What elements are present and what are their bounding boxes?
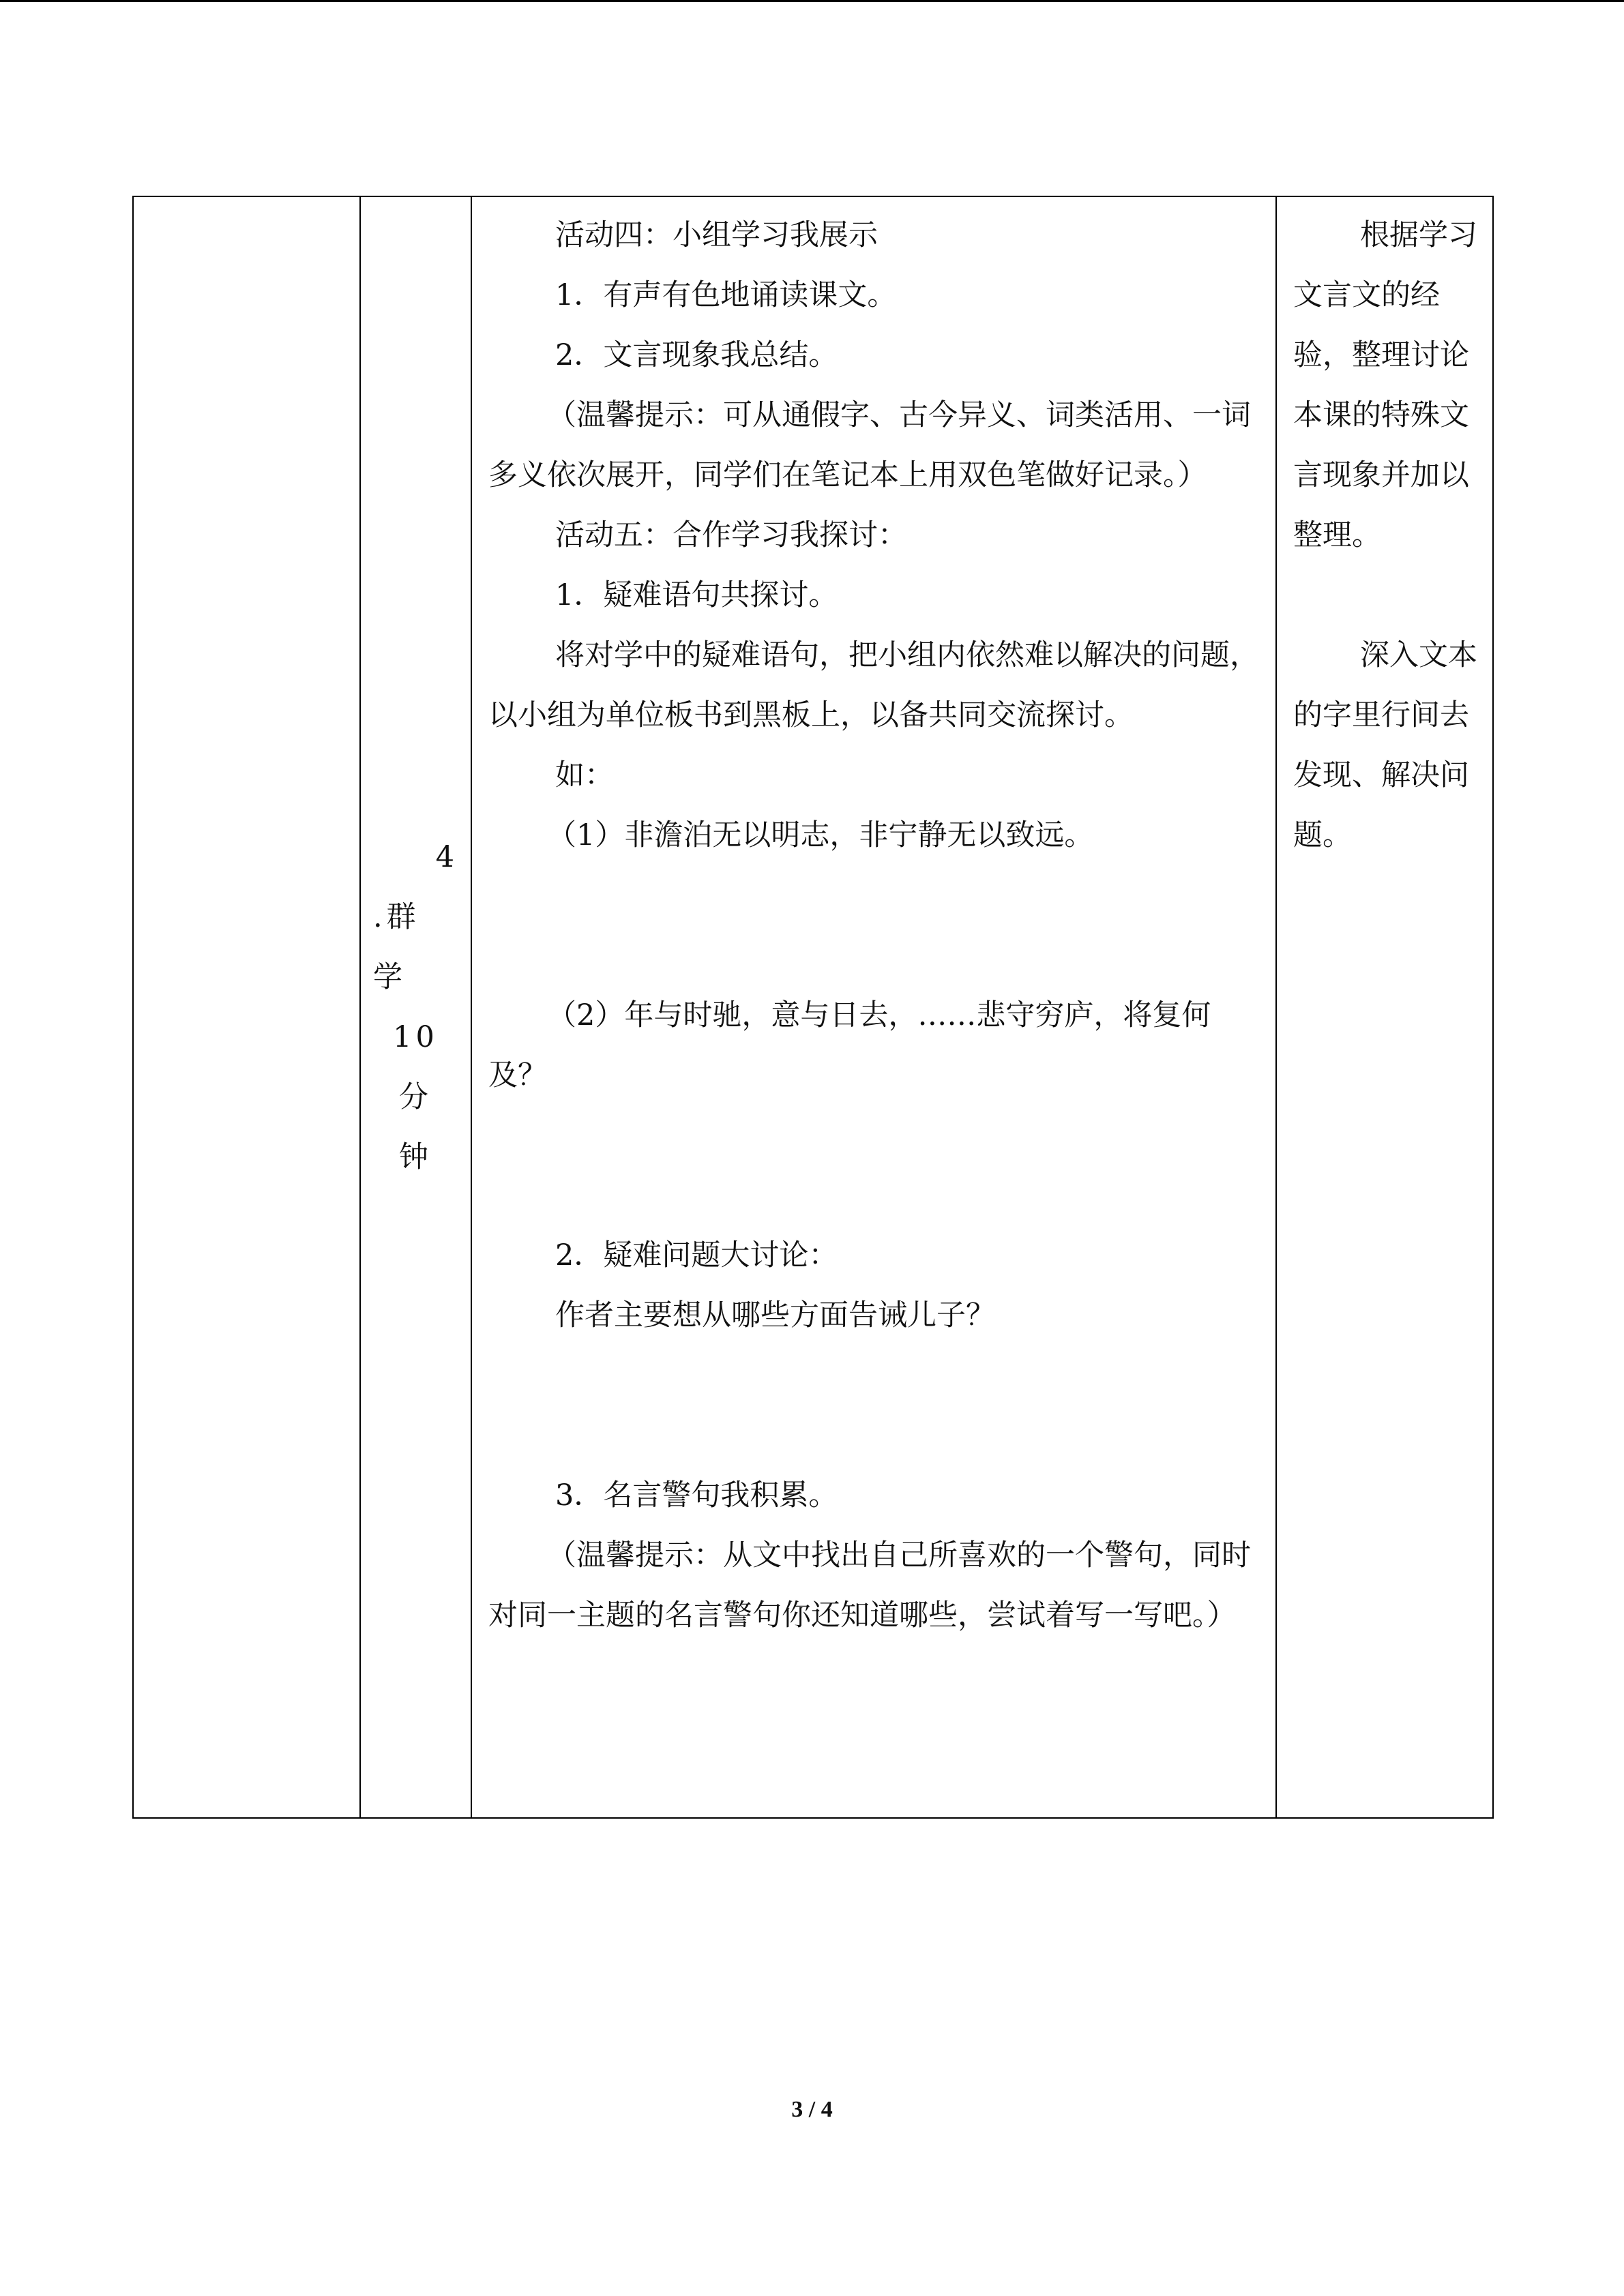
empty-column-cell [133, 196, 360, 1818]
example-sentence-2: （2）年与时驰，意与日去，……悲守穷庐，将复何及？ [488, 998, 1211, 1092]
activity-5-title: 活动五：合作学习我探讨： [555, 518, 907, 552]
design-note-2: 深入文本的字里行间去发现、解决问题。 [1293, 638, 1477, 852]
stage-cell [360, 196, 471, 1818]
stage-number: 4 [435, 840, 458, 874]
stage-name-2: 学 [373, 960, 407, 994]
design-intent-cell [1276, 196, 1493, 1818]
activity-4-item-1: 1．有声有色地诵读课文。 [555, 278, 897, 312]
activity-4-item-2: 2．文言现象我总结。 [555, 338, 838, 372]
example-sentence-1: （1）非澹泊无以明志，非宁静无以致远。 [547, 818, 1094, 852]
activity-5-item-2-question: 作者主要想从哪些方面告诫儿子？ [555, 1298, 995, 1332]
stage-name-1: .群 [373, 900, 420, 934]
activity-content-cell [471, 196, 1276, 1818]
note-spacer [1293, 565, 1479, 625]
activity-5-item-1: 1．疑难语句共探讨。 [555, 578, 838, 612]
table-row [133, 196, 1493, 1818]
activity-5-item-2: 2．疑难问题大讨论： [555, 1238, 838, 1272]
design-note-1: 根据学习文言文的经验，整理讨论本课的特殊文言现象并加以整理。 [1293, 218, 1477, 552]
stage-duration: 10 分 [393, 1020, 439, 1114]
activity-4-title: 活动四：小组学习我展示 [555, 218, 878, 252]
answer-space [488, 865, 1262, 985]
lesson-plan-table [132, 196, 1494, 1819]
activity-4-tip: （温馨提示：可从通假字、古今异义、词类活用、一词多义依次展开，同学们在笔记本上用双色笔做好记录。） [488, 398, 1251, 492]
activity-5-item-3: 3．名言警句我积累。 [555, 1478, 838, 1512]
top-border-line [0, 0, 1624, 2]
answer-space [488, 1105, 1262, 1225]
page-number: 3 / 4 [791, 2097, 833, 2122]
activity-5-item-1-description: 将对学中的疑难语句，把小组内依然难以解决的问题，以小组为单位板书到黑板上，以备共同交流探讨。 [488, 638, 1259, 732]
example-label: 如： [555, 758, 614, 792]
stage-duration-unit: 钟 [399, 1140, 432, 1174]
activity-5-item-3-tip: （温馨提示：从文中找出自己所喜欢的一个警句，同时对同一主题的名言警句你还知道哪些，尝试着写一写吧。） [488, 1538, 1251, 1632]
answer-space [488, 1345, 1262, 1465]
